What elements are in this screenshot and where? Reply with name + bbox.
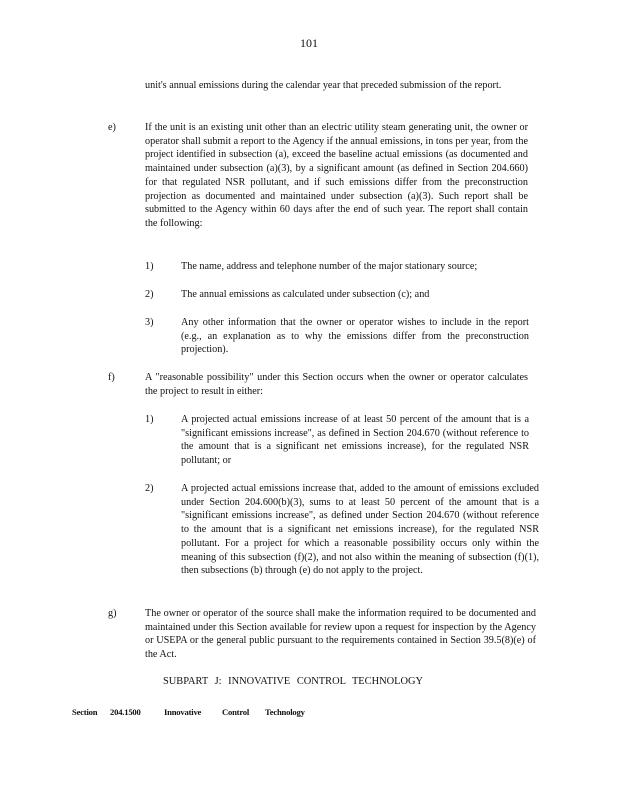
section-title-word-1: Innovative (164, 707, 202, 717)
section-title-word-2: Control (222, 707, 250, 717)
item-e1-label: 1) (145, 261, 154, 272)
paragraph-g-label: g) (108, 608, 117, 619)
page-number: 101 (300, 36, 318, 50)
item-e3-label: 3) (145, 317, 154, 328)
item-e1 (181, 260, 529, 274)
section-word: Section (72, 707, 98, 717)
paragraph-f (145, 371, 528, 398)
subpart-heading: SUBPART J: INNOVATIVE CONTROL TECHNOLOGY (163, 676, 423, 687)
item-f1-label: 1) (145, 414, 154, 425)
paragraph-f-text: A "reasonable possibility" under this Section occurs when the owner or operator calculates the project to result in either: (145, 372, 528, 397)
item-f1 (181, 413, 529, 468)
item-e2 (181, 288, 529, 302)
paragraph-g (145, 607, 536, 662)
section-title-word-3: Technology (265, 707, 305, 717)
item-e2-label: 2) (145, 289, 154, 300)
item-f2 (181, 482, 539, 578)
continuation-paragraph: unit's annual emissions during the calendar year that preceded submission of the report. (145, 80, 502, 91)
continuation-text (145, 79, 528, 93)
item-e3-text: Any other information that the owner or operator wishes to include in the report (e.g., an explanation as to why the emissions differ from the preconstruction projection). (181, 317, 529, 356)
paragraph-e-label: e) (108, 122, 116, 133)
paragraph-e (145, 121, 528, 231)
paragraph-e-text: If the unit is an existing unit other than an electric utility steam generating unit, the owner or operator shall submit a report to the Agency if the annual emissions, in tons per year, from the project identified in subsection (a), exceed the baseline actual emissions (as documented and maintained under subsection (a)(3), by a significant amount (as defined in Section 204.660) for that regulated NSR pollutant, and if such emissions differ from the preconstruction projection as documented and maintained under subsection (a)(3). Such report shall be submitted to the Agency within 60 days after the end of such year. The report shall contain the following: (145, 122, 528, 229)
item-f1-text: A projected actual emissions increase of at least 50 percent of the amount that is a "significant emissions increase", as defined in Section 204.670 (without reference to the amount that is a significant net emissions increase), for the regulated NSR pollutant; or (181, 414, 529, 467)
item-e1-text: The name, address and telephone number of the major stationary source; (181, 261, 478, 272)
item-e3 (181, 316, 529, 357)
paragraph-g-text: The owner or operator of the source shall make the information required to be documented and maintained under this Section available for review upon a request for inspection by the Agency or USEPA or the general public pursuant to the requirements contained in Section 39.5(8)(e) of the Act. (145, 608, 536, 661)
section-number: 204.1500 (110, 707, 141, 717)
item-f2-label: 2) (145, 483, 154, 494)
item-f2-text: A projected actual emissions increase that, added to the amount of emissions excluded under Section 204.600(b)(3), sums to at least 50 percent of the amount that is a "significant emissions increase", as defined under Section 204.670 (without reference to the amount that is a significant net emissions increase), for the regulated NSR pollutant. For a project for which a reasonable possibility occurs only within the meaning of this subsection (f)(2), and not also within the meaning of subsection (f)(1), then subsections (b) through (e) do not apply to the project. (181, 483, 539, 577)
item-e2-text: The annual emissions as calculated under subsection (c); and (181, 289, 430, 300)
paragraph-f-label: f) (108, 372, 115, 383)
